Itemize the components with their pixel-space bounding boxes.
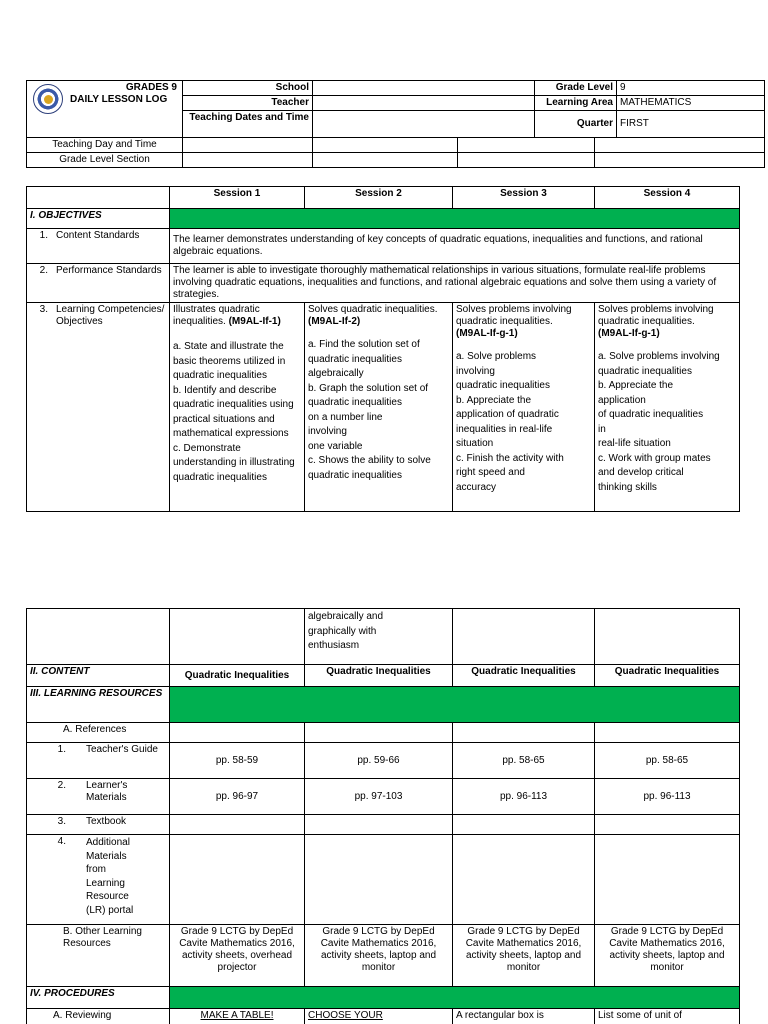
- other-s4: Grade 9 LCTG by DepEd Cavite Mathematics 2016, activity sheets, laptop and monitor: [595, 925, 740, 987]
- day-section-table: [26, 137, 765, 168]
- continued-s3: [453, 609, 595, 665]
- school-value[interactable]: [313, 81, 535, 96]
- section-cell-4[interactable]: [595, 153, 765, 168]
- content-standards-label: Content Standards: [56, 230, 140, 241]
- competencies-num: 3.: [39, 304, 48, 315]
- quarter-value[interactable]: FIRST: [617, 111, 765, 138]
- session-2-header: Session 2: [305, 187, 453, 209]
- learners-materials-label-cell: [27, 779, 170, 815]
- s1-intro: Illustrates quadratic inequalities.: [173, 304, 260, 327]
- content-s1: Quadratic Inequalities: [170, 665, 305, 687]
- session-3-header: Session 3: [453, 187, 595, 209]
- lm-s2: pp. 97-103: [305, 779, 453, 815]
- other-s2: Grade 9 LCTG by DepEd Cavite Mathematics 2016, activity sheets, laptop and monitor: [305, 925, 453, 987]
- tb-label: Textbook: [86, 816, 127, 827]
- header-table: [26, 80, 765, 138]
- continued-s2: algebraically and graphically with enthusiasm: [305, 609, 453, 665]
- tb-s1: [170, 815, 305, 835]
- procedures-green-bar: [170, 987, 740, 1009]
- am-s1: [170, 835, 305, 925]
- performance-standards-label-cell: [27, 264, 170, 303]
- grade-level-value[interactable]: 9: [617, 81, 765, 96]
- session-4-competency: [595, 303, 740, 512]
- content-standards-num: 1.: [39, 230, 48, 241]
- s4-body: a. Solve problems involving quadratic inequalities b. Appreciate the application of quadratic inequalities in real-life situation c. Work with group mates and develop critical thinking skills: [598, 351, 720, 493]
- content-s4: Quadratic Inequalities: [595, 665, 740, 687]
- references-label: A. References: [27, 723, 170, 743]
- header-title-cell: [27, 81, 183, 138]
- section-cell-1[interactable]: [183, 153, 313, 168]
- textbook-label-cell: [27, 815, 170, 835]
- deped-seal-logo: [33, 84, 63, 114]
- content-resources-table: [26, 608, 740, 1024]
- continued-blank-label: [27, 609, 170, 665]
- competencies-label: Learning Competencies/ Objectives: [56, 304, 165, 327]
- tb-s4: [595, 815, 740, 835]
- session-4-header: Session 4: [595, 187, 740, 209]
- s1-code: (M9AL-If-1): [228, 316, 281, 327]
- lm-num: 2.: [57, 780, 66, 791]
- blank-corner: [27, 187, 170, 209]
- day-cell-3[interactable]: [458, 138, 595, 153]
- content-heading: II. CONTENT: [27, 665, 170, 687]
- lm-s4: pp. 96-113: [595, 779, 740, 815]
- references-s3: [453, 723, 595, 743]
- learning-resources-heading: III. LEARNING RESOURCES: [27, 687, 170, 723]
- teaching-dates-value[interactable]: [313, 111, 535, 138]
- continued-s4: [595, 609, 740, 665]
- references-s2: [305, 723, 453, 743]
- session-3-competency: [453, 303, 595, 512]
- am-label: Additional Materials from Learning Resource (LR) portal: [86, 837, 134, 916]
- procedures-heading: IV. PROCEDURES: [27, 987, 170, 1009]
- tg-s3: pp. 58-65: [453, 743, 595, 779]
- reviewing-s2: CHOOSE YOUR: [305, 1009, 453, 1024]
- teacher-label: Teacher: [183, 96, 313, 111]
- competencies-label-cell: [27, 303, 170, 512]
- s3-body: a. Solve problems involving quadratic inequalities b. Appreciate the application of quadratic inequalities in real-life situation c. Finish the activity with right speed and accuracy: [456, 351, 564, 493]
- tg-s1: pp. 58-59: [170, 743, 305, 779]
- day-cell-2[interactable]: [313, 138, 458, 153]
- teaching-dates-label: Teaching Dates and Time: [183, 111, 313, 138]
- am-num: 4.: [57, 836, 66, 847]
- am-s2: [305, 835, 453, 925]
- day-cell-4[interactable]: [595, 138, 765, 153]
- grade-level-label: Grade Level: [535, 81, 617, 96]
- s2-body: a. Find the solution set of quadratic inequalities algebraically b. Graph the solution set of quadratic inequalities on a number line involving one variable c. Shows the ability to solve quadratic inequalities: [308, 339, 431, 481]
- quarter-label: Quarter: [535, 111, 617, 138]
- tb-s3: [453, 815, 595, 835]
- am-s3: [453, 835, 595, 925]
- s1-body: a. State and illustrate the basic theorems utilized in quadratic inequalities b. Identify and describe quadratic inequalities using practical situations and mathematical expressions c. Demonstrate understanding in illustrating quadratic inequalities: [173, 341, 295, 483]
- reviewing-s3: A rectangular box is: [453, 1009, 595, 1024]
- reviewing-s4: List some of unit of: [595, 1009, 740, 1024]
- tb-num: 3.: [57, 816, 66, 827]
- s4-intro: Solves problems involving quadratic inequalities.: [598, 304, 714, 327]
- lm-s1: pp. 96-97: [170, 779, 305, 815]
- teachers-guide-label-cell: [27, 743, 170, 779]
- objectives-table: [26, 186, 740, 512]
- content-s3: Quadratic Inequalities: [453, 665, 595, 687]
- section-cell-2[interactable]: [313, 153, 458, 168]
- s3-intro: Solves problems involving quadratic inequalities.: [456, 304, 572, 327]
- learning-area-value[interactable]: MATHEMATICS: [617, 96, 765, 111]
- reviewing-s1: MAKE A TABLE!: [170, 1009, 305, 1024]
- s4-code: (M9AL-If-g-1): [598, 328, 660, 339]
- continued-s1: [170, 609, 305, 665]
- am-s4: [595, 835, 740, 925]
- tg-s2: pp. 59-66: [305, 743, 453, 779]
- resources-green-bar: [170, 687, 740, 723]
- performance-standards-num: 2.: [39, 265, 48, 276]
- s3-code: (M9AL-If-g-1): [456, 328, 518, 339]
- teaching-day-label: Teaching Day and Time: [27, 138, 183, 153]
- references-s1: [170, 723, 305, 743]
- s2-code: (M9AL-If-2): [308, 316, 361, 327]
- s2-intro: Solves quadratic inequalities.: [308, 304, 438, 315]
- tg-num: 1.: [57, 744, 66, 755]
- additional-materials-label-cell: [27, 835, 170, 925]
- school-label: School: [183, 81, 313, 96]
- section-cell-3[interactable]: [458, 153, 595, 168]
- tg-label: Teacher's Guide: [86, 744, 158, 755]
- section-label: Grade Level Section: [27, 153, 183, 168]
- objectives-heading: I. OBJECTIVES: [27, 209, 170, 229]
- title-line1: GRADES 9: [125, 82, 177, 93]
- references-s4: [595, 723, 740, 743]
- tb-s2: [305, 815, 453, 835]
- reviewing-label: A. Reviewing: [27, 1009, 170, 1024]
- session-1-header: Session 1: [170, 187, 305, 209]
- tg-s4: pp. 58-65: [595, 743, 740, 779]
- session-1-competency: [170, 303, 305, 512]
- learning-area-label: Learning Area: [535, 96, 617, 111]
- other-s3: Grade 9 LCTG by DepEd Cavite Mathematics 2016, activity sheets, laptop and monitor: [453, 925, 595, 987]
- teacher-value[interactable]: [313, 96, 535, 111]
- title-line2: DAILY LESSON LOG: [70, 94, 168, 105]
- session-2-competency: [305, 303, 453, 512]
- objectives-green-bar: [170, 209, 740, 229]
- lm-label: Learner's Materials: [86, 780, 128, 803]
- lm-s3: pp. 96-113: [453, 779, 595, 815]
- day-cell-1[interactable]: [183, 138, 313, 153]
- content-standards-label-cell: [27, 229, 170, 264]
- performance-standards-label: Performance Standards: [56, 265, 162, 276]
- other-resources-label: B. Other Learning Resources: [27, 925, 170, 987]
- content-s2: Quadratic Inequalities: [305, 665, 453, 687]
- performance-standards-text: The learner is able to investigate thoroughly mathematical relationships in various situations, formulate real-life problems involving quadratic equations, inequalities and functions, and rational algebraic equations and solve them using a variety of strategies.: [170, 264, 740, 303]
- content-standards-text: The learner demonstrates understanding of key concepts of quadratic equations, inequalities and functions, and rational algebraic equations.: [170, 229, 740, 264]
- other-s1: Grade 9 LCTG by DepEd Cavite Mathematics 2016, activity sheets, overhead projector: [170, 925, 305, 987]
